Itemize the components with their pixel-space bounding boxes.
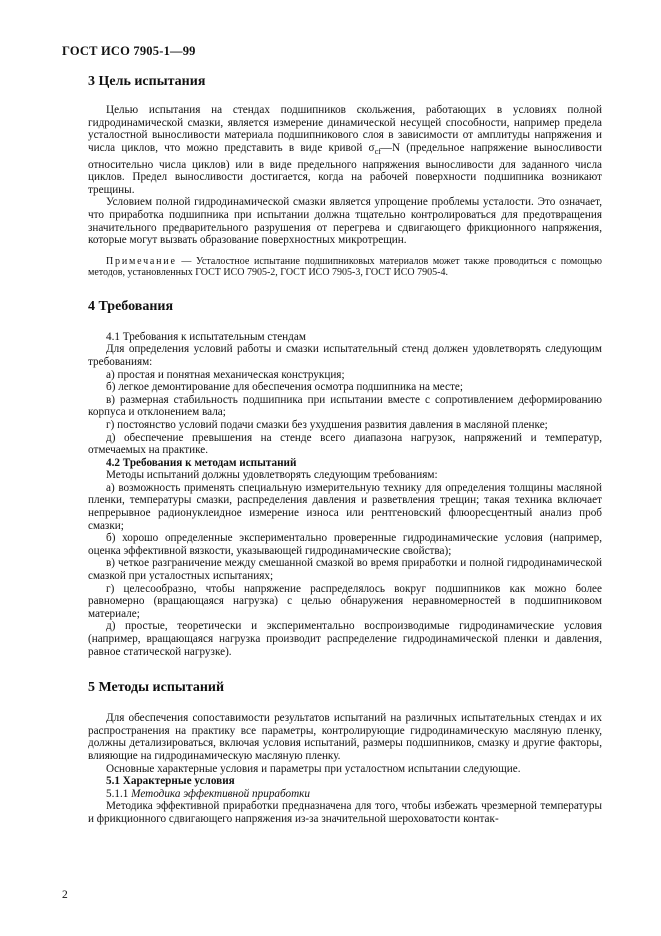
list-item: б) хорошо определенные экспериментально проверенные гидродинамические условия (например, оценка эффективной вязкости, указывающей гидродинамические свойства); [88, 532, 602, 557]
section-3-title: 3 Цель испытания [88, 74, 206, 89]
list-item: в) размерная стабильность подшипника при испытании вместе с сопротивлением деформированию корпуса и отклонением вала; [88, 393, 602, 419]
section-5-paragraph-1: Для обеспечения сопоставимости результатов испытаний на различных испытательных стендах и их распространения на практику все параметры, контролирующие гидродинамическую масляную пленку, должны детализироваться, включая условия испытаний, размеры подшипников, смазку и другие факторы, влияющие на гидродинамическую масляную пленку. [88, 712, 602, 762]
subsection-4-1-title: 4.1 Требования к испытательным стендам [106, 330, 306, 343]
subsection-4-2-intro: Методы испытаний должны удовлетворять следующим требованиям: [106, 469, 438, 482]
list-item: б) легкое демонтирование для обеспечения осмотра подшипника на месте; [106, 381, 463, 394]
section-5-paragraph-2: Основные характерные условия и параметры при усталостном испытании следующие. [106, 762, 521, 775]
subsection-4-2-title: 4.2 Требования к методам испытаний [106, 456, 297, 469]
list-item: г) постоянство условий подачи смазки без ухудшения развития давления в масляной пленке; [106, 418, 548, 431]
document-header: ГОСТ ИСО 7905-1—99 [62, 44, 196, 58]
list-item: г) целесообразно, чтобы напряжение распределялось вокруг подшипников как можно более равномерно (вращающаяся нагрузка) с целью обнаружения неравномерностей в подшипниковом материале; [88, 582, 602, 620]
list-item: в) четкое разграничение между смешанной смазкой во время приработки и полной гидродинамической смазкой при усталостных испытаниях; [88, 557, 602, 583]
section-5-paragraph-3: Методика эффективной приработки предназначена для того, чтобы избежать чрезмерной температуры и фрикционного сдвигающего напряжения из-за значительной шероховатости контак- [88, 800, 602, 825]
section-3-paragraph-2: Условием полной гидродинамической смазки является упрощение проблемы усталости. Это означает, что приработка подшипника при испытании должна тщательно контролироваться для предотвращения значительного предварительного разрушения от перегрева и сдвигающего фрикционного напряжения, которые могут вызвать образование поверхностных микротрещин. [88, 196, 602, 247]
list-item: д) простые, теоретически и экспериментально воспроизводимые гидродинамические условия (например, вращающаяся нагрузка производит распределение гидродинамической пленки и давления, равное статической нагрузке). [88, 620, 602, 658]
page-content [88, 68, 602, 826]
subsection-4-1-intro: Для определения условий работы и смазки испытательный стенд должен удовлетворять следующим требованиям: [88, 343, 602, 368]
section-4-title: 4 Требования [88, 298, 174, 314]
list-item: а) простая и понятная механическая конструкция; [106, 368, 345, 381]
section-5-title: 5 Методы испытаний [88, 680, 225, 696]
section-3-paragraph-1: Целью испытания на стендах подшипников скольжения, работающих в условиях полной гидродинамической смазки, является измерение динамической несущей способности, например предела усталостной выносливости материала подшипникового слоя в зависимости от амплитуды напряжения и числа циклов, что можно представить в виде кривой $\sigma_{cf}—N$ (предельное напряжение выносливости относительно числа циклов) или в виде предельного напряжения выносливости для заданного числа циклов. Предел выносливости достигается, когда на рабочей поверхности подшипника возникают трещины. [88, 104, 602, 196]
subsection-5-1-title: 5.1 Характерные условия [106, 775, 235, 788]
list-item: а) возможность применять специальную измерительную технику для определения толщины масляной пленки, температуры смазки, распределения давления и разветвления трещин; такая техника включает непрерывное радионуклеидное измерение износа или рентгеновский флюоресцентный анализ проб смазки; [88, 481, 602, 532]
page-number: 2 [62, 889, 68, 901]
section-3-note: Примечание — Усталостное испытание подшипниковых материалов может также проводиться с помощью методов, установленных ГОСТ ИСО 7905-2, ГОСТ ИСО 7905-3, ГОСТ ИСО 7905-4. [88, 255, 602, 279]
list-item: д) обеспечение превышения на стенде всего диапазона нагрузок, напряжений и температур, отмечаемых на практике. [88, 431, 602, 457]
subsection-5-1-1-title: 5.1.1 Методика эффективной приработки [106, 787, 311, 800]
